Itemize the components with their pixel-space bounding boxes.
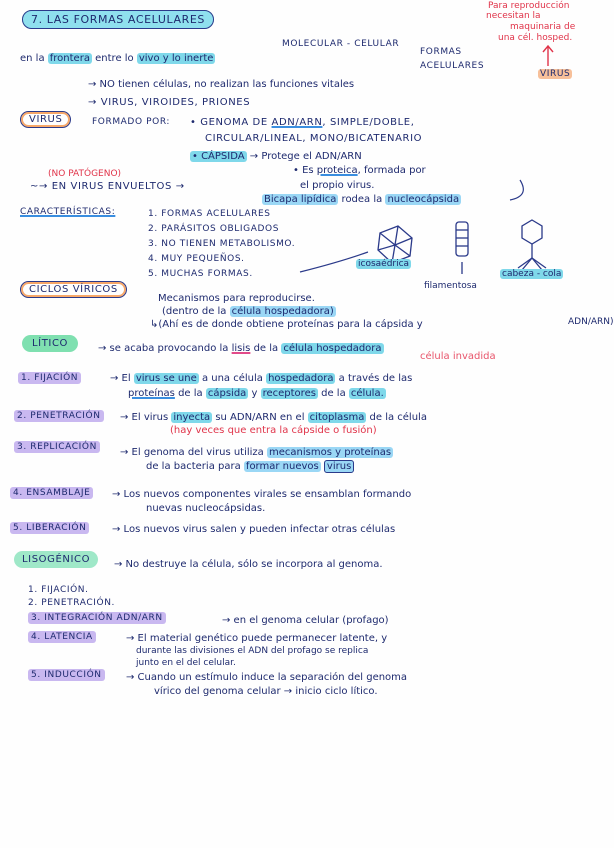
capsida-line: • CÁPSIDA → Protege el ADN/ARN [192,151,362,162]
side-note-line: necesitan la [486,11,541,21]
intro-line-2: → NO tienen células, no realizan las funciones vitales [88,79,355,90]
side-note-line: Para reproducción [488,1,570,11]
curved-arrow-icon [510,180,523,200]
litico-step-ensamblaje: 4. ENSAMBLAJE [10,489,93,498]
litico-fijacion-text-2: proteínas de la cápsida y receptores de la célula. [128,388,384,399]
icosahedral-virus-icon [378,226,412,263]
litico-note: célula invadida [420,351,496,362]
lisogenico-latencia-text-2: durante las divisiones el ADN del profago se replica [136,646,369,656]
litico-label: LÍTICO [22,339,78,349]
bacteriophage-icon [518,220,546,270]
litico-ensamblaje-text-2: nuevas nucleocápsidas. [146,503,266,514]
virus-tag: VIRUS [540,69,571,79]
litico-replicacion-text: → El genoma del virus utiliza mecanismos y proteínas [120,447,392,458]
litico-step-penetracion: 2. PENETRACIÓN [14,412,104,421]
lisogenico-step-latencia: 4. LATENCIA [28,633,96,642]
lisogenico-step-2: 2. PENETRACIÓN. [28,598,115,608]
litico-fijacion-text: → El virus se une a una célula hospedadora a través de las [110,373,413,384]
litico-penetracion-text: → El virus inyecta su ADN/ARN en el citoplasma de la célula [120,412,427,423]
caracteristica-item: 3. NO TIENEN METABOLISMO. [148,239,296,249]
litico-penetracion-note: (hay veces que entra la cápside o fusión) [170,425,377,436]
litico-step-liberacion: 5. LIBERACIÓN [10,524,89,533]
intro-line-1: en la frontera entre lo vivo y lo inerte [20,53,214,64]
lisogenico-latencia-text-3: junto en el del celular. [136,658,236,668]
shape-label-cabeza-cola: cabeza - cola [502,269,562,279]
litico-step-fijacion: 1. FIJACIÓN [18,374,81,383]
intro-overline: MOLECULAR - CELULAR [282,39,400,49]
red-up-arrow-icon [543,46,553,66]
ciclos-line-3-note: ADN/ARN) [568,317,614,327]
ciclos-line-1: Mecanismos para reproducirse. [158,293,315,304]
side-note-line: maquinaria de [510,22,576,32]
litico-replicacion-text-2: de la bacteria para formar nuevos virus [146,462,354,472]
lisogenico-induccion-text: → Cuando un estímulo induce la separación del genoma [126,672,408,683]
envueltos-line: ~→ EN VIRUS ENVUELTOS → [30,181,185,192]
caracteristica-item: 1. FORMAS ACELULARES [148,209,271,219]
caracteristica-item: 4. MUY PEQUEÑOS. [148,254,245,264]
ciclos-viricos-label: CICLOS VÍRICOS [20,285,127,295]
capsida-line-2: • Es proteica, formada por [293,165,426,176]
shape-label-filamentosa: filamentosa [424,281,477,291]
lisogenico-step-integracion: 3. INTEGRACIÓN ADN/ARN [28,614,166,623]
side-note-line: una cél. hosped. [498,33,573,43]
caracteristica-item: 2. PARÁSITOS OBLIGADOS [148,224,280,234]
acelulares-label: ACELULARES [420,61,485,71]
capsida-line-3: el propio virus. [300,180,375,191]
intro-line-3: → VIRUS, VIROIDES, PRIONES [88,97,251,108]
filamentous-virus-icon [456,222,468,274]
page-title: 7. LAS FORMAS ACELULARES [22,14,214,25]
genoma-line-2: CIRCULAR/LINEAL, MONO/BICATENARIO [205,133,423,144]
formado-label: FORMADO POR: [92,117,171,127]
litico-line-1: → se acaba provocando la lisis de la célula hospedadora [98,343,382,354]
shape-label-icosaedrica: icosaédrica [358,259,410,269]
caracteristicas-label: CARACTERÍSTICAS: [20,207,116,217]
lisogenico-label: LISOGÉNICO [14,555,98,565]
lisogenico-step-1: 1. FIJACIÓN. [28,585,89,595]
bicapa-line: Bicapa lipídica rodea la nucleocápsida [264,194,460,205]
lisogenico-latencia-text: → El material genético puede permanecer latente, y [126,633,388,644]
genoma-line: • GENOMA DE ADN/ARN, SIMPLE/DOBLE, [190,117,415,128]
ciclos-line-2: (dentro de la célula hospedadora) [162,306,334,317]
lisogenico-line-1: → No destruye la célula, sólo se incorpora al genoma. [114,559,383,570]
lisogenico-induccion-text-2: vírico del genoma celular → inicio ciclo lítico. [154,686,378,697]
litico-ensamblaje-text: → Los nuevos componentes virales se ensamblan formando [112,489,412,500]
ciclos-line-3: ↳(Ahí es de donde obtiene proteínas para la cápsida y [150,319,423,330]
formas-label: FORMAS [420,47,462,57]
no-patogeno-note: (NO PATÓGENO) [48,169,122,179]
lisogenico-step-induccion: 5. INDUCCIÓN [28,671,105,680]
litico-step-replicacion: 3. REPLICACIÓN [14,443,100,452]
virus-label: VIRUS [20,115,71,125]
lisogenico-integracion-text: → en el genoma celular (profago) [222,615,389,626]
caracteristica-item: 5. MUCHAS FORMAS. [148,269,253,279]
litico-liberacion-text: → Los nuevos virus salen y pueden infectar otras células [112,524,396,535]
